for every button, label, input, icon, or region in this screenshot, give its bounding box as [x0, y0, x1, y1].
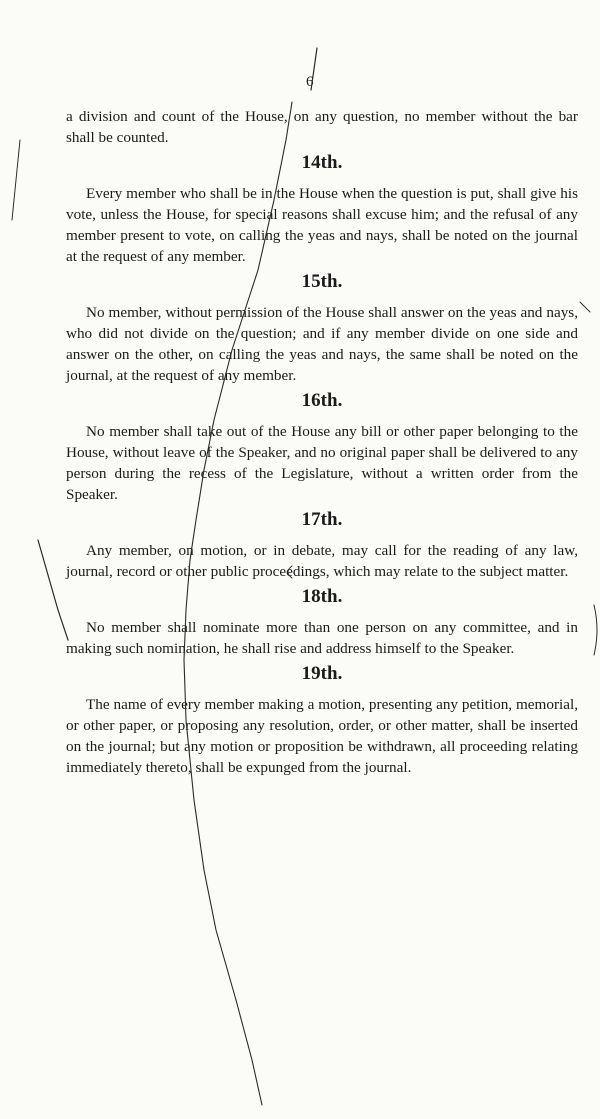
section-14-heading: 14th.	[301, 152, 343, 173]
section-16-text: No member shall take out of the House any bill or other paper belonging to the House, without leave of the Speaker, and no original paper shall be delivered to any person during the recess of the Legislature, without a written order from the Speaker.	[66, 423, 578, 503]
section-16-heading: 16th.	[301, 390, 343, 411]
section-19-heading: 19th.	[301, 663, 343, 684]
section-19-text: The name of every member making a motion, presenting any petition, memorial, or other paper, or proposing any resolution, order, or other matter, shall be inserted on the journal; but any motion or proposition be withdrawn, all proceeding relating immediately thereto, shall be expunged from the journal.	[66, 696, 578, 776]
section-15-heading: 15th.	[301, 271, 343, 292]
section-17-heading: 17th.	[301, 509, 343, 530]
section-18-text: No member shall nominate more than one person on any committee, and in making such nomination, he shall rise and address himself to the Speaker.	[66, 619, 578, 657]
section-0-text: a division and count of the House, on any question, no member without the bar shall be counted.	[66, 108, 578, 146]
page-number: 6	[306, 74, 314, 90]
margin-tick-right	[580, 302, 590, 312]
margin-mark-diagonal	[38, 540, 68, 640]
section-15-text: No member, without permission of the House shall answer on the yeas and nays, who did not divide on the question; and if any member divide on one side and answer on the other, on calling the yeas and nays, the same shall be noted on the journal, at the request of any member.	[66, 304, 578, 384]
section-14-text: Every member who shall be in the House when the question is put, shall give his vote, unless the House, for special reasons shall excuse him; and the refusal of any member present to vote, on calling the yeas and nays, shall be noted on the journal at the request of any member.	[66, 185, 578, 265]
section-17-text: Any member, on motion, or in debate, may call for the reading of any law, journal, record or other public proceedings, which may relate to the subject matter.	[66, 542, 578, 580]
page-content	[66, 106, 578, 778]
margin-mark-left	[12, 140, 20, 220]
section-18-heading: 18th.	[301, 586, 343, 607]
margin-bracket-right	[594, 605, 597, 655]
